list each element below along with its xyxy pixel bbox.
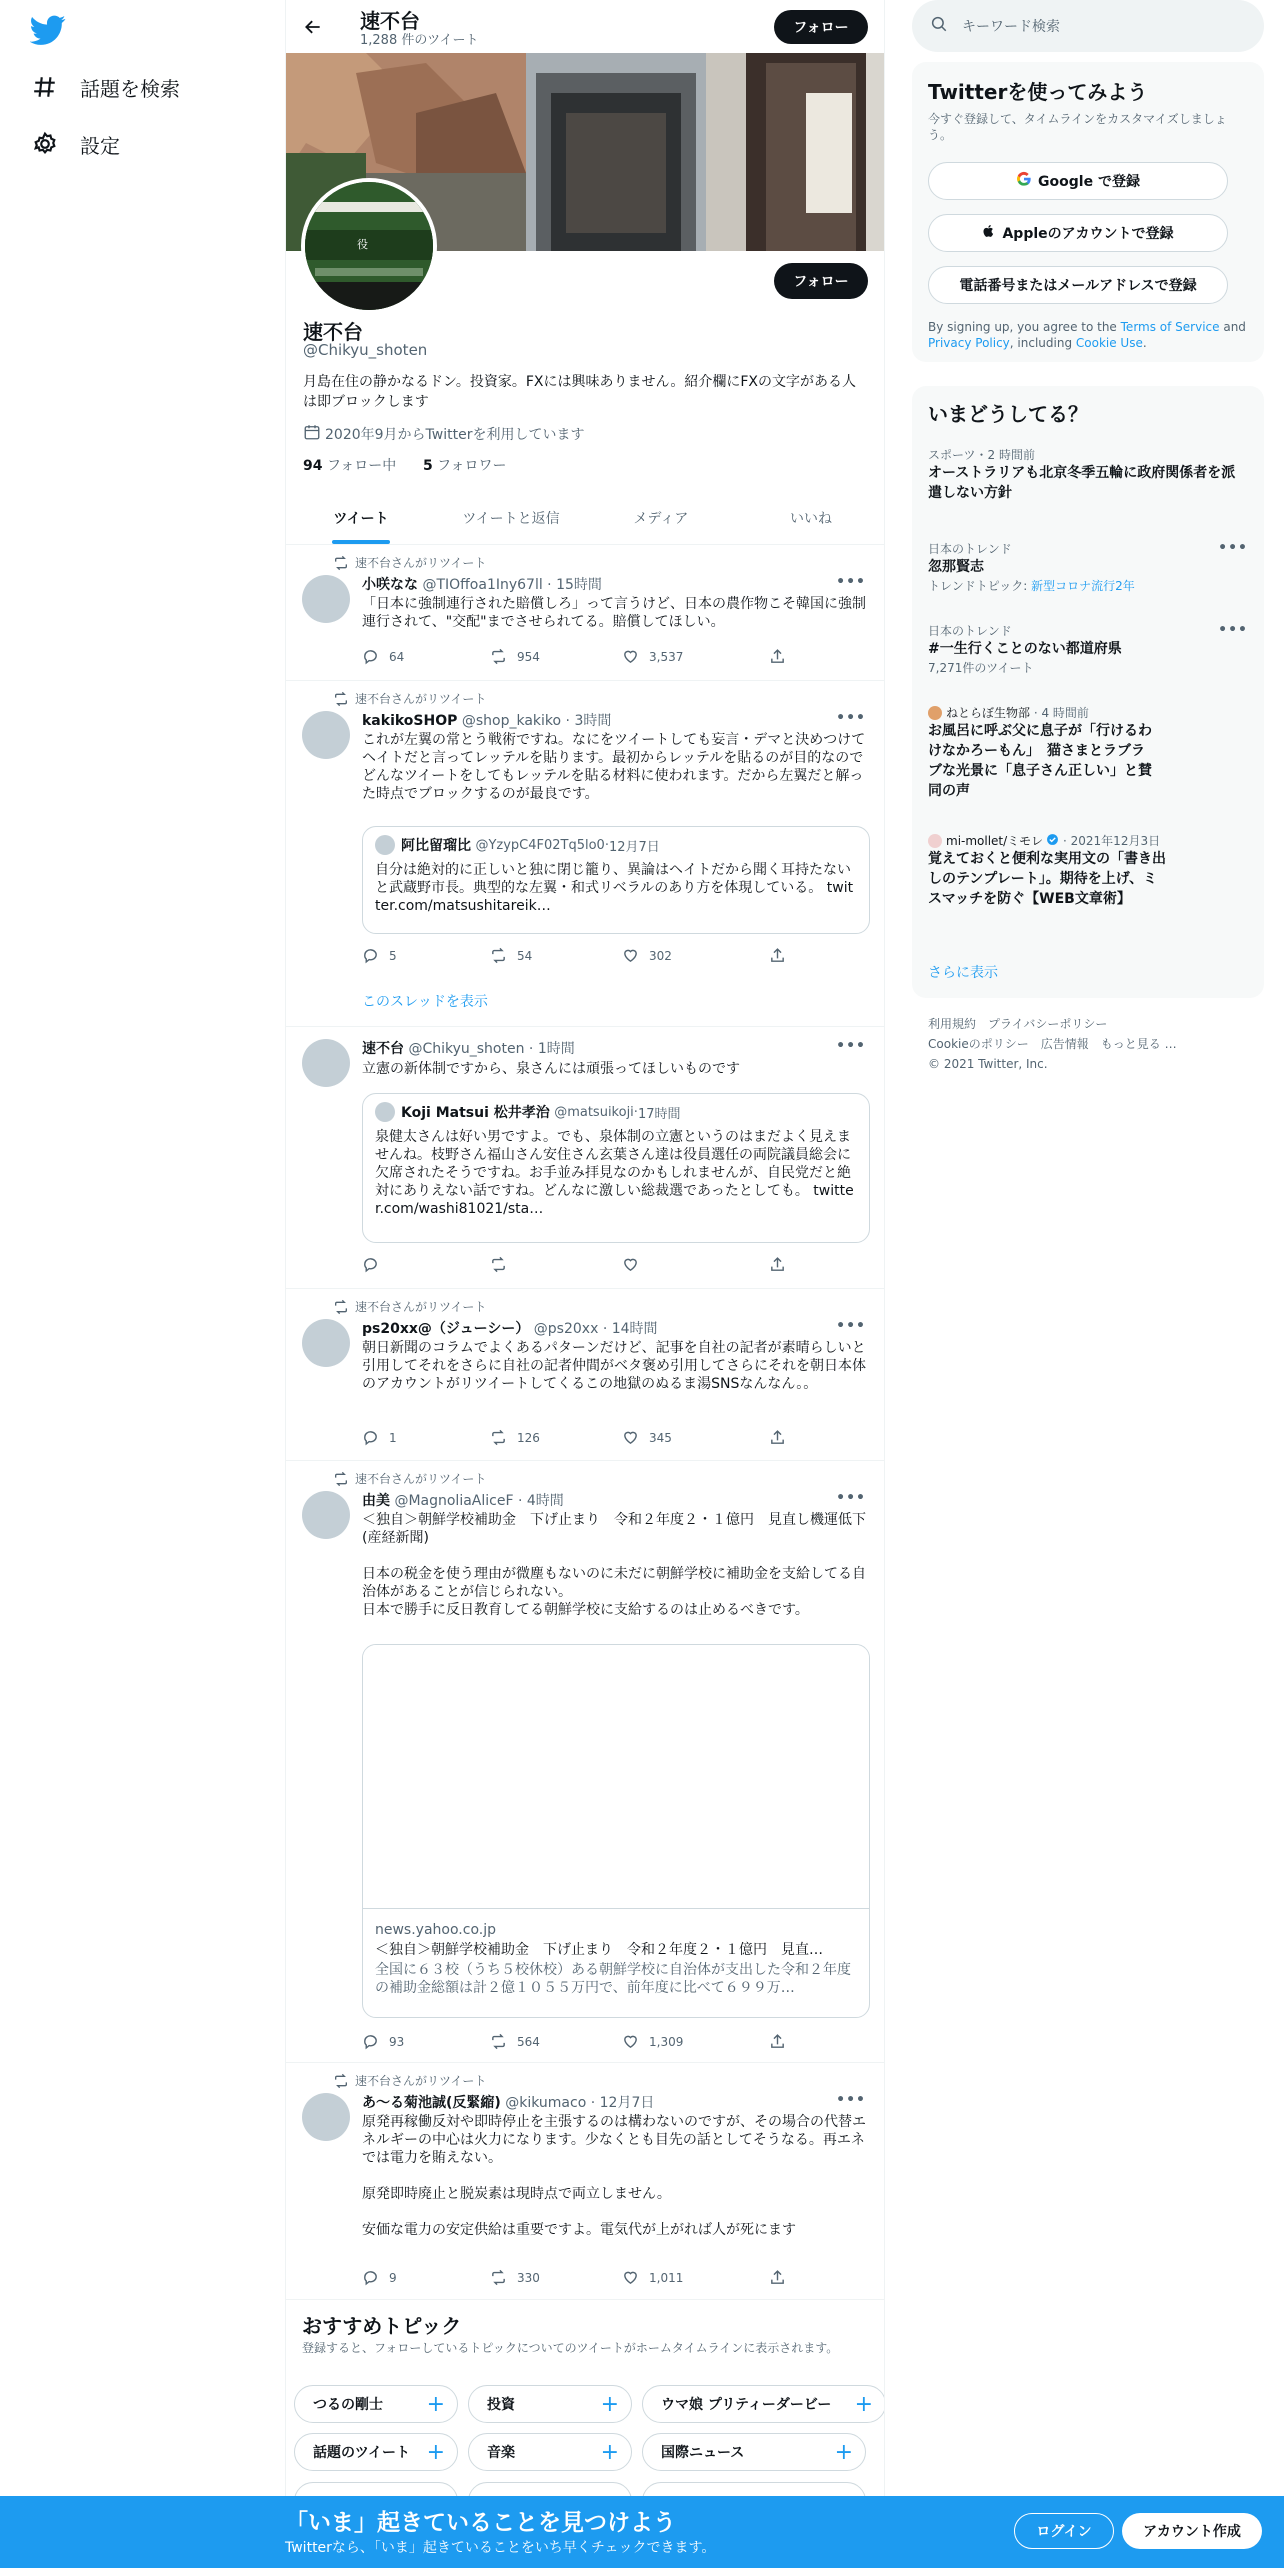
login-button[interactable]: ログイン [1014,2513,1114,2549]
reply-count: 64 [389,649,405,664]
tweet-time[interactable]: 3時間 [574,713,612,729]
share-button[interactable] [769,2033,796,2050]
reply-icon [362,947,379,964]
tweet-time-sep: · [524,1041,538,1057]
topic-chip[interactable] [294,2385,458,2423]
like-button[interactable] [622,2269,683,2286]
retweet-icon [490,648,507,665]
retweet-icon [490,2033,507,2050]
quoted-tweet[interactable] [362,1093,870,1243]
terms-period: . [1142,336,1147,350]
like-count: 1,011 [649,2270,684,2285]
tweet-time-sep: · [513,1493,527,1509]
tab-likes[interactable]: いいね [790,511,832,527]
tweet-text-gap [362,1547,872,1565]
topic-chip-label: 国際ニュース [661,2445,745,2461]
tweet-author-handle[interactable]: @TIOffoa1Iny67ll [422,577,543,593]
nav-explore-label: 話題を検索 [80,76,180,101]
share-button[interactable] [769,2269,796,2286]
profile-tabs [286,492,885,545]
news-time-sep: · [1030,705,1042,720]
share-button[interactable] [769,1429,796,1446]
trend-title: #一生行くことのない都道府県 [928,641,1122,657]
reply-icon [362,1256,379,1273]
trends-card [912,386,1264,998]
retweet-count: 126 [517,1430,540,1445]
avatar[interactable] [302,1491,350,1539]
trend-meta: 日本のトレンド [928,542,1012,556]
apple-icon [982,223,996,243]
tweet-header [362,710,611,730]
tab-tweets-replies[interactable]: ツイートと返信 [462,511,560,527]
tweet[interactable] [286,1461,885,2063]
tweet-time[interactable]: 12月7日 [599,2095,655,2111]
avatar[interactable] [302,575,350,623]
link-card[interactable] [362,1644,870,2018]
retweet-label: 速不台さんがリツイート [355,1300,487,1314]
tweet-text-line: 日本で勝手に反日教育してる朝鮮学校に支給するのは止めるべきです。 [362,1602,809,1618]
footer-link[interactable]: Cookieのポリシー [928,1037,1029,1051]
retweet-icon [490,1256,507,1273]
news-item[interactable] [928,704,1158,801]
tweet-author-handle[interactable]: @shop_kakiko [461,713,562,729]
right-sidebar [912,0,1264,2568]
following-link[interactable] [303,458,396,474]
news-meta [928,704,1158,721]
plus-icon: + [834,2439,853,2465]
share-icon [769,2033,786,2050]
like-count: 302 [649,948,672,963]
heart-icon [622,1256,639,1273]
news-time: 4 時間前 [1041,706,1089,720]
copyright: © 2021 Twitter, Inc. [928,1057,1048,1071]
signup-terms [928,319,1248,351]
retweet-count: 564 [517,2034,540,2049]
retweet-icon [490,2269,507,2286]
retweet-button[interactable] [490,648,540,665]
profile-avatar[interactable] [301,178,437,314]
tweet-header [362,574,602,594]
tweet-time-sep: · [561,713,575,729]
more-icon[interactable]: ••• [836,1318,866,1334]
quoted-author-name: Koji Matsui 松井孝治 [401,1105,550,1121]
like-button[interactable] [622,648,683,665]
profile-joined [303,423,584,445]
retweet-label: 速不台さんがリツイート [355,692,487,706]
apple-signup-label: Appleのアカウントで登録 [1002,226,1174,242]
more-icon[interactable]: ••• [836,2092,866,2108]
more-icon[interactable]: ••• [836,710,866,726]
header-follow-button[interactable]: フォロー [774,10,868,44]
reply-icon [362,1429,379,1446]
tweet-text-line: 原発即時廃止と脱炭素は現時点で両立しません。 [362,2186,671,2202]
more-icon[interactable]: ••• [836,1490,866,1506]
tweet-author-name[interactable]: ps20xx@（ジューシー） [362,1321,530,1337]
tweet-text-gap [362,2167,872,2185]
retweet-button[interactable] [490,1429,540,1446]
source-avatar [928,834,942,848]
news-time: 2021年12月3日 [1070,834,1161,848]
quoted-time: 12月7日 [608,839,660,855]
trend-title: オーストラリアも北京冬季五輪に政府関係者を派遣しない方針 [928,465,1236,501]
retweet-icon [333,555,349,571]
quoted-tweet-header [375,835,660,855]
nav-settings-label: 設定 [80,133,120,158]
nav-settings[interactable] [30,124,120,164]
reply-icon [362,648,379,665]
news-title: 覚えておくと便利な実用文の「書き出しのテンプレート」。期待を上げ、ミスマッチを防ぐ【WEB文章術】 [928,851,1166,907]
retweet-label: 速不台さんがリツイート [355,556,487,570]
tweet-header [362,1038,575,1058]
quoted-author-handle: @matsuikoji [554,1104,634,1120]
topic-chip[interactable] [294,2433,458,2471]
tweet-time[interactable]: 14時間 [611,1321,658,1337]
tweet-text-gap [362,2203,872,2221]
avatar[interactable] [302,711,350,759]
tweet-time-sep: · [542,577,557,593]
share-icon [769,1429,786,1446]
topic-chip-label: つるの剛士 [313,2397,383,2413]
twitter-logo-icon[interactable] [30,12,70,52]
retweet-indicator [333,2072,486,2089]
quoted-tweet-text: 自分は絶対的に正しいと独に閉じ籠り、異論はヘイトだから聞く耳持たないと武蔵野市長。典型的な左翼・和式リベラルのあり方を体現している。 twitter.com/matsushitareik… [375,862,854,914]
followers-label: フォロワー [437,458,507,474]
topic-chip-label: 投資 [487,2397,515,2413]
quoted-tweet-text: 泉健太さんは好い男ですよ。でも、泉体制の立憲というのはまだよく見えませんね。枝野さん福山さん安住さん玄葉さん達は役員選任の両院議員総会に欠席されたそうですね。お手並み拝見なのかもしれませんが、自民党だと絶対にありえない話ですね。どんなに激しい総裁選であったとしても。 twitter.com/washi81021/sta… [375,1129,854,1217]
link-card-description: 全国に６３校（うち５校休校）ある朝鮮学校に自治体が支出した令和２年度の補助金総額は計２億１０５５万円で、前年度に比べて６９９万… [375,1962,851,1996]
more-icon[interactable]: ••• [836,1038,866,1054]
tweet-time[interactable]: 4時間 [526,1493,564,1509]
privacy-link[interactable]: Privacy Policy [928,336,1010,350]
reply-button[interactable] [362,2033,404,2050]
like-count: 1,309 [649,2034,684,2049]
tweet-text: これが左翼の常とう戦術ですね。なにをツイートしても妄言・デマと決めつけてヘイトだと言ってレッテルを貼ります。最初からレッテルを貼るのが目的なのでどんなツイートをしてもレッテルを貼る材料に使われます。だから左翼だと解った時点でブロックするのが最良です。 [362,732,866,802]
tweet-author-handle[interactable]: @MagnoliaAliceF [394,1493,514,1509]
signup-card [912,62,1264,362]
show-thread-link[interactable]: このスレッドを表示 [362,994,488,1010]
trend-item[interactable] [928,622,1248,676]
profile-handle: @Chikyu_shoten [303,341,428,359]
plus-icon: + [426,2439,445,2465]
header-tweet-count: 1,288 件のツイート [360,33,479,48]
signup-subtitle: 今すぐ登録して、タイムラインをカスタマイズしましょう。 [928,112,1227,142]
header-profile-name: 速不台 [360,9,420,33]
back-arrow-icon[interactable] [296,10,330,44]
nav-explore[interactable] [30,67,180,107]
trend-meta: スポーツ・2 時間前 [928,448,1035,462]
quoted-author-handle: @YzypC4F02Tq5lo0 [475,837,605,853]
heart-icon [622,947,639,964]
share-icon [769,648,786,665]
topic-chip[interactable] [642,2385,885,2423]
reply-count: 93 [389,2034,405,2049]
retweet-button[interactable] [490,1256,517,1273]
calendar-icon [303,423,321,445]
retweet-count: 954 [517,649,540,664]
svg-text:役: 役 [357,238,368,251]
retweet-button[interactable] [490,2269,540,2286]
tweet-author-name[interactable]: 速不台 [362,1041,404,1057]
tweet-author-handle[interactable]: @kikumaco [505,2095,587,2111]
search-box[interactable] [912,0,1264,52]
quoted-tweet[interactable] [362,826,870,934]
tweet-text-line: 日本の税金を使う理由が微塵もないのに未だに朝鮮学校に補助金を支給してる自治体があることが信じられない。 [362,1566,866,1600]
news-item[interactable] [928,832,1168,909]
tweet-header [362,2092,654,2112]
joined-text: 2020年9月からTwitterを利用しています [325,427,585,443]
heart-icon [622,648,639,665]
share-icon [769,947,786,964]
cookie-link[interactable]: Cookie Use [1075,336,1143,350]
link-card-domain: news.yahoo.co.jp [375,1922,496,1938]
footer-link[interactable]: プライバシーポリシー [988,1017,1108,1031]
phone-email-signup-button[interactable]: 電話番号またはメールアドレスで登録 [928,266,1228,304]
retweet-count: 330 [517,2270,540,2285]
heart-icon [622,1429,639,1446]
news-title: お風呂に呼ぶ父に息子が「行けるわけなかろーもん」 猫さまとラブラブな光景に「息子さん正しい」と賛同の声 [928,723,1152,799]
tweet-header [362,1318,658,1338]
tweet-text-line: 原発再稼働反対や即時停止を主張するのは構わないのですが、その場合の代替エネルギーの中心は火力になります。少なくとも目先の話としてそうなる。再エネでは電力を賄えない。 [362,2114,866,2166]
share-button[interactable] [769,1256,796,1273]
tweet-author-name[interactable]: あ〜る菊池誠(反緊縮) [362,2095,501,2111]
profile-header-bar [286,0,885,53]
search-icon [930,15,948,37]
reply-button[interactable] [362,1256,389,1273]
trend-meta: 日本のトレンド [928,624,1012,638]
tweet-text: 朝日新聞のコラムでよくあるパターンだけど、記事を自社の記者が素晴らしいと引用してそれをさらに自社の記者仲間がベタ褒め引用してさらにそれを朝日本体のアカウントがリツイートしてくるこの地獄のぬるま湯SNSなんなん。。 [362,1340,866,1392]
news-time-sep: · [1059,833,1071,848]
tweet-author-handle[interactable]: @ps20xx [533,1321,599,1337]
quoted-time-sep: · [633,1104,638,1120]
follow-button[interactable]: フォロー [774,263,868,299]
news-meta [928,832,1168,849]
tweet-author-name[interactable]: 小咲なな [362,577,418,593]
tweet-time-sep: · [598,1321,612,1337]
reply-icon [362,2269,379,2286]
quoted-time-sep: · [604,837,609,853]
tweet[interactable] [286,2063,885,2300]
like-button[interactable] [622,2033,683,2050]
plus-icon: + [600,2391,619,2417]
terms-link[interactable]: Terms of Service [1120,320,1220,334]
trend-item[interactable] [928,540,1248,594]
signup-button[interactable]: アカウント作成 [1122,2513,1262,2549]
topic-chip[interactable] [468,2385,632,2423]
share-icon [769,2269,786,2286]
left-navigation [0,0,285,2568]
terms-and: and [1219,320,1246,334]
reply-count: 9 [389,2270,397,2285]
tweet-header [362,1490,564,1510]
share-button[interactable] [769,648,796,665]
hashtag-icon [30,72,60,102]
avatar[interactable] [302,1039,350,1087]
retweet-label: 速不台さんがリツイート [355,1472,487,1486]
plus-icon: + [854,2391,873,2417]
footer-link[interactable]: 利用規約 [928,1017,977,1031]
apple-signup-button[interactable] [928,214,1228,252]
profile-bio: 月島在住の静かなるドン。投資家。FXには興味ありません。紹介欄にFXの文字がある人は即ブロックします [303,374,857,410]
reply-icon [362,2033,379,2050]
plus-icon: + [426,2391,445,2417]
following-count: 94 [303,458,323,474]
retweet-icon [490,1429,507,1446]
trend-title: 忽那賢志 [928,559,984,575]
trend-sub-prefix: トレンドトピック: [928,579,1032,593]
tweet[interactable] [286,1027,885,1289]
verified-icon [1046,833,1059,849]
source-avatar [928,706,942,720]
main-column [285,0,885,2568]
bottom-bar-subtitle: Twitterなら、「いま」起きていることをいち早くチェックできます。 [285,2540,716,2556]
reply-count: 1 [389,1430,397,1445]
topic-chip-label: ウマ娘 プリティーダービー [661,2397,832,2413]
like-button[interactable] [622,1429,672,1446]
trend-subtitle [928,577,1248,594]
following-label: フォロー中 [326,458,397,474]
tab-media[interactable]: メディア [633,511,689,527]
reply-button[interactable] [362,1429,397,1446]
more-icon[interactable]: ••• [1218,622,1248,638]
like-count: 3,537 [649,649,684,664]
quoted-time: 17時間 [637,1106,681,1122]
tweet-time-sep: · [586,2095,600,2111]
tab-tweets[interactable]: ツイート [286,492,436,544]
tweet-text-line: 安価な電力の安定供給は重要ですよ。電気代が上がれば人が死にます [362,2222,796,2238]
topic-chip[interactable] [468,2433,632,2471]
show-more-link[interactable]: さらに表示 [928,965,998,981]
tweet-time[interactable]: 15時間 [556,577,602,593]
avatar [375,835,395,855]
tweet-author-handle[interactable]: @Chikyu_shoten [408,1041,525,1057]
share-button[interactable] [769,947,796,964]
retweet-count: 54 [517,948,533,963]
trend-subtitle: 7,271件のツイート [928,661,1034,675]
retweet-label: 速不台さんがリツイート [355,2074,487,2088]
search-input[interactable]: キーワード検索 [962,19,1060,35]
terms-including: , including [1009,336,1076,350]
avatar[interactable] [302,2093,350,2141]
heart-icon [622,2033,639,2050]
tweet-text [362,1511,872,1619]
retweet-indicator [333,1298,486,1315]
retweet-button[interactable] [490,2033,540,2050]
reply-button[interactable] [362,2269,397,2286]
topics-title: おすすめトピック [302,2314,462,2338]
profile-name: 速不台 [303,320,363,344]
reply-button[interactable] [362,648,404,665]
quoted-tweet-header [375,1102,680,1122]
retweet-indicator [333,554,486,571]
like-button[interactable] [622,947,672,964]
signup-bottom-bar [0,2496,1284,2568]
like-button[interactable] [622,1256,649,1273]
trend-item[interactable] [928,446,1248,503]
like-count: 345 [649,1430,672,1445]
retweet-indicator [333,690,486,707]
topics-subtitle: 登録すると、フォローしているトピックについてのツイートがホームタイムラインに表示されます。 [302,2341,839,2355]
reply-button[interactable] [362,947,397,964]
retweet-icon [490,947,507,964]
plus-icon: + [600,2439,619,2465]
footer-link[interactable]: もっと見る … [1100,1037,1177,1051]
avatar[interactable] [302,1319,350,1367]
signup-title: Twitterを使ってみよう [928,80,1148,104]
reply-count: 5 [389,948,397,963]
link-card-image [363,1645,870,1909]
follow-stats [303,455,506,475]
retweet-icon [333,2073,349,2089]
share-icon [769,1256,786,1273]
quoted-author-name: 阿比留瑠比 [401,838,471,854]
retweet-indicator [333,1470,486,1487]
avatar [375,1102,395,1122]
news-source: ねとらぼ生物部 [946,706,1031,720]
retweet-icon [333,691,349,707]
topic-chip[interactable] [642,2433,866,2471]
retweet-icon [333,1299,349,1315]
sidebar-footer [928,1014,1248,1074]
followers-link[interactable] [423,458,507,474]
tweet-author-name[interactable]: kakikoSHOP [362,713,458,729]
tweet-time[interactable]: 1時間 [537,1041,575,1057]
bottom-bar-title: 「いま」起きていることを見つけよう [285,2510,676,2536]
tweet-text-line: ＜独自＞朝鮮学校補助金 下げ止まり 令和２年度２・１億円 見直し機運低下(産経新聞) [362,1512,866,1546]
tweet-text: 「日本に強制連行された賠償しろ」って言うけど、日本の農作物こそ韓国に強制連行されて、"交配"までさせられてる。賠償してほしい。 [362,596,866,630]
terms-prefix: By signing up, you agree to the [928,320,1121,334]
google-icon [1016,171,1032,191]
gear-icon [30,129,60,159]
followers-count: 5 [422,458,433,474]
link-card-title: ＜独自＞朝鮮学校補助金 下げ止まり 令和２年度２・１億円 見直… [375,1942,823,1958]
retweet-icon [333,1471,349,1487]
topic-chip-label: 話題のツイート [313,2445,411,2461]
google-signup-label: Google で登録 [1038,174,1140,190]
topic-chip-label: 音楽 [487,2445,515,2461]
google-signup-button[interactable] [928,162,1228,200]
tweet-text [362,2113,872,2239]
footer-link[interactable]: 広告情報 [1040,1037,1089,1051]
trend-sub-link[interactable]: 新型コロナ流行2年 [1031,579,1135,593]
retweet-button[interactable] [490,947,532,964]
tweet[interactable] [286,1289,885,1461]
tweet-author-name[interactable]: 由美 [362,1493,390,1509]
more-icon[interactable]: ••• [836,574,866,590]
trends-title: いまどうしてる？ [928,402,1088,426]
tweet-text: 立憲の新体制ですから、泉さんには頑張ってほしいものです [362,1061,740,1077]
news-source: mi-mollet/ミモレ [946,834,1044,848]
heart-icon [622,2269,639,2286]
tweet[interactable] [286,681,885,1027]
tweet[interactable] [286,545,885,681]
more-icon[interactable]: ••• [1218,540,1248,556]
